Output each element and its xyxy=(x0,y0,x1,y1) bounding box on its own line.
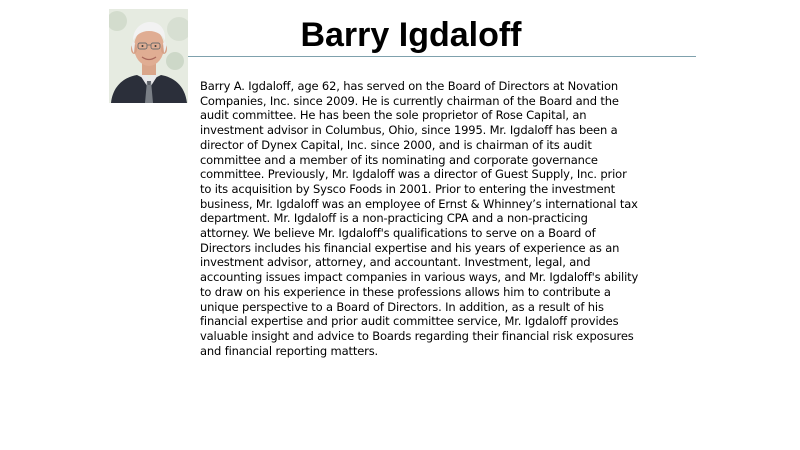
bio-line: investment advisor in Columbus, Ohio, since 1995. Mr. Igdaloff has been a xyxy=(200,123,618,138)
bio-line: valuable insight and advice to Boards regarding their financial risk exposures xyxy=(200,328,634,343)
bio-line: Directors includes his financial expertise and his years of experience as an xyxy=(200,240,620,255)
bio-line: financial expertise and prior audit committee service, Mr. Igdaloff provides xyxy=(200,314,619,329)
bio-line: department. Mr. Igdaloff is a non-practicing CPA and a non-practicing xyxy=(200,211,588,226)
bio-line: to its acquisition by Sysco Foods in 2001. Prior to entering the investment xyxy=(200,181,615,196)
bio-line: committee and a member of its nominating and corporate governance xyxy=(200,152,598,167)
bio-line: Barry A. Igdaloff, age 62, has served on the Board of Directors at Novation xyxy=(200,79,618,93)
page-title: Barry Igdaloff xyxy=(300,16,522,54)
bio-line: Companies, Inc. since 2009. He is currently chairman of the Board and the xyxy=(200,93,619,108)
bio-line: business, Mr. Igdaloff was an employee of Ernst & Whinney’s international tax xyxy=(200,196,638,211)
bio-line: attorney. We believe Mr. Igdaloff's qualifications to serve on a Board of xyxy=(200,226,596,241)
bio-line: accounting issues impact companies in various ways, and Mr. Igdaloff's ability xyxy=(200,270,639,285)
bio-line: director of Dynex Capital, Inc. since 2000, and is chairman of its audit xyxy=(200,137,592,152)
bio-line: audit committee. He has been the sole proprietor of Rose Capital, an xyxy=(200,108,587,123)
bio-line: unique perspective to a Board of Directors. In addition, as a result of his xyxy=(200,299,604,314)
bio-line: committee. Previously, Mr. Igdaloff was a director of Guest Supply, Inc. prior xyxy=(200,167,627,182)
person-portrait-icon xyxy=(109,9,188,103)
bio-line: investment advisor, attorney, and accountant. Investment, legal, and xyxy=(200,255,591,270)
title-divider xyxy=(188,56,696,57)
bio-line: to draw on his experience in these professions allows him to contribute a xyxy=(200,284,611,299)
biography-text xyxy=(200,79,690,358)
bio-line: and financial reporting matters. xyxy=(200,343,379,358)
